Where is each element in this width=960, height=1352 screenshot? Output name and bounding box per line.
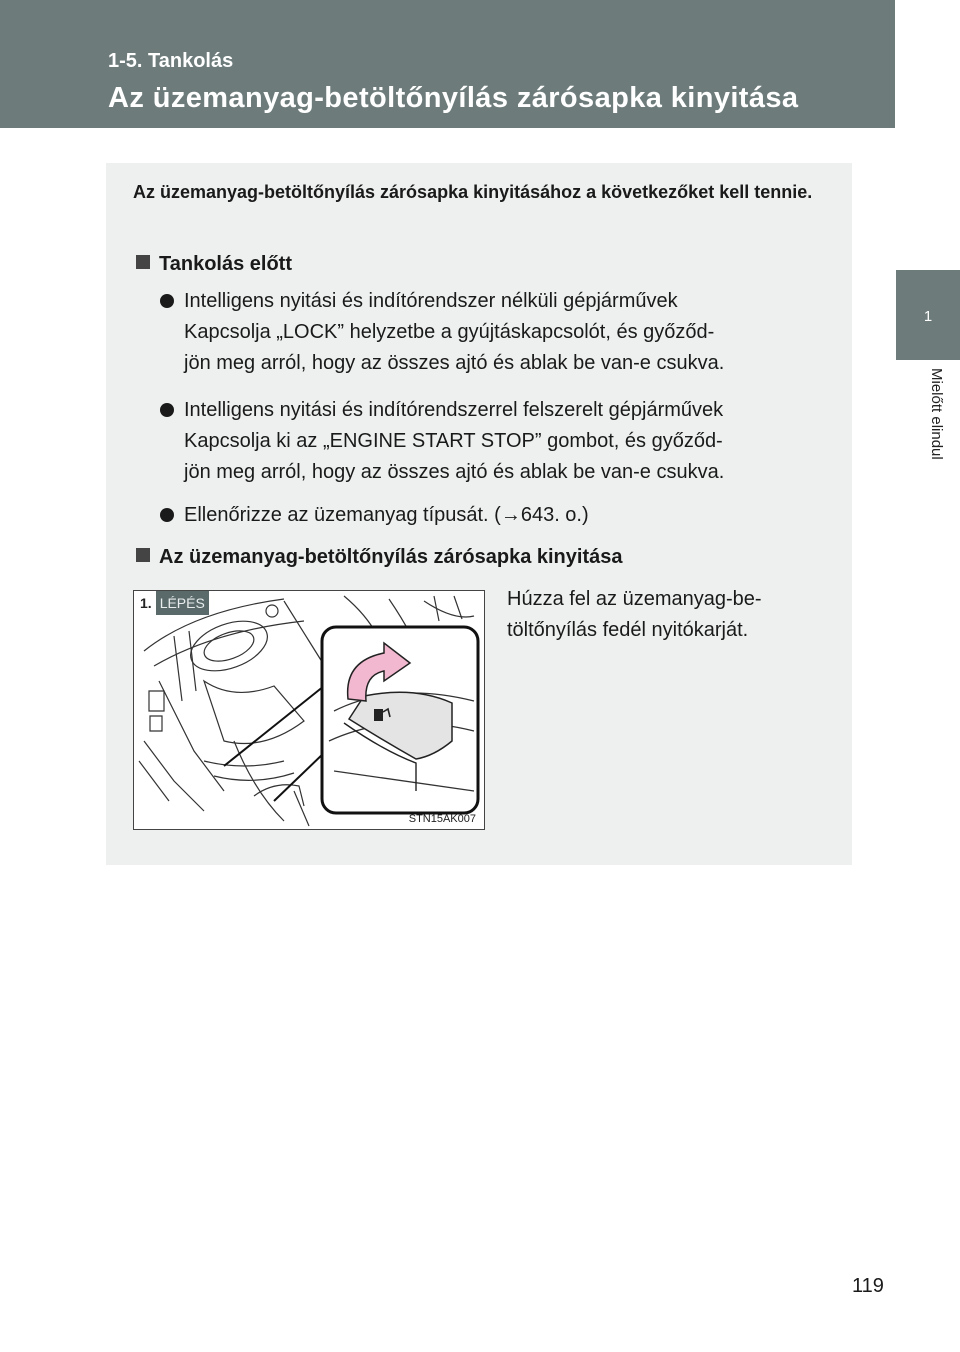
step-badge (134, 591, 209, 615)
chapter-title: Mielőtt elindul (928, 368, 945, 460)
page-title: Az üzemanyag-betöltőnyílás zárósapka kinyitása (108, 82, 799, 114)
section-heading-text: Tankolás előtt (159, 253, 292, 275)
step-word: LÉPÉS (156, 591, 209, 615)
section-heading-open-cap (136, 546, 623, 569)
chapter-number: 1 (923, 308, 933, 325)
figure-code: STN15AK007 (408, 813, 476, 825)
step-instruction (507, 584, 826, 646)
round-bullet-icon (160, 508, 174, 522)
round-bullet-icon (160, 403, 174, 417)
item-line: Intelligens nyitási és indítórendszerrel felszerelt gépjárművek (184, 399, 724, 421)
list-item (184, 286, 814, 379)
section-label: 1-5. Tankolás (108, 50, 234, 72)
step-illustration (133, 590, 485, 830)
item-line (184, 500, 814, 531)
list-item (184, 395, 814, 488)
chapter-header (0, 0, 895, 128)
step-line: töltőnyílás fedél nyitókarját. (507, 619, 749, 641)
section-heading-before-refuel (136, 253, 292, 276)
item-line: Kapcsolja „LOCK” helyzetbe a gyújtáskapcsolót, és győződ- (184, 321, 715, 343)
square-bullet-icon (136, 548, 150, 562)
round-bullet-icon (160, 294, 174, 308)
intro-text: Az üzemanyag-betöltőnyílás zárósapka kinyitásához a következőket kell tennie. (133, 182, 813, 202)
step-line: Húzza fel az üzemanyag-be- (507, 588, 762, 610)
item-line: jön meg arról, hogy az összes ajtó és ablak be van-e csukva. (184, 352, 725, 374)
item-line: jön meg arról, hogy az összes ajtó és ablak be van-e csukva. (184, 461, 725, 483)
section-heading-text: Az üzemanyag-betöltőnyílás zárósapka kinyitása (159, 546, 623, 568)
chapter-tab[interactable] (896, 270, 960, 360)
page-reference-link[interactable]: Ellenőrizze az üzemanyag típusát. (→643. o.) (184, 504, 589, 526)
step-number: 1. (134, 591, 156, 615)
square-bullet-icon (136, 255, 150, 269)
page-number: 119 (852, 1275, 884, 1297)
list-item (184, 500, 814, 531)
item-line: Kapcsolja ki az „ENGINE START STOP” gombot, és győződ- (184, 430, 723, 452)
item-line: Intelligens nyitási és indítórendszer nélküli gépjárművek (184, 290, 678, 312)
car-interior-illustration (134, 591, 484, 829)
